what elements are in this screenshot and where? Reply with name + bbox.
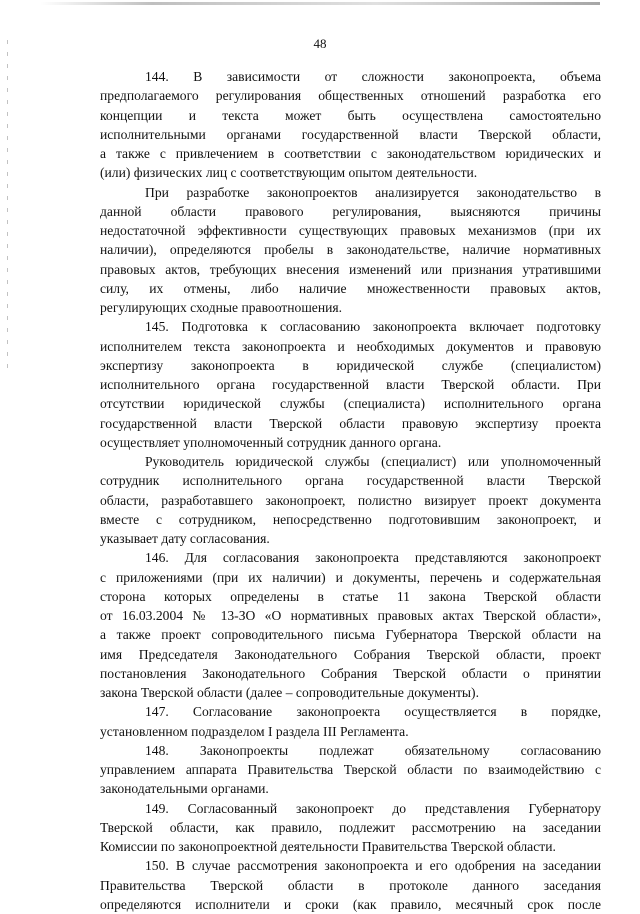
text-line: недостаточной эффективности существующих правовых механизмов (при их [100, 223, 601, 238]
text-line: области, разработавшего законопроект, полистно визирует проект документа [100, 492, 601, 508]
text-line: исполнительного органа государственной власти Тверской области. При [100, 377, 601, 392]
text-line: концепции и текста может быть осуществлена самостоятельно [100, 107, 601, 123]
text-line: При разработке законопроектов анализируется законодательство в [145, 184, 601, 200]
text-line: с приложениями (при их наличии) и документы, перечень и содержательная [100, 569, 601, 585]
text-line: 149. Согласованный законопроект до представления Губернатору [145, 800, 601, 816]
text-line: вместе с сотрудником, непосредственно подготовившим законопроект, и [100, 511, 601, 527]
text-line: предполагаемого регулирования общественных отношений разработка его [100, 88, 601, 104]
page-number: 48 [313, 36, 327, 51]
text-line: а также проект сопроводительного письма Губернатора Тверской области на [100, 627, 601, 643]
text-line: постановления Законодательного Собрания Тверской области о принятии [100, 665, 601, 681]
text-line: сотрудник исполнительного органа государственной власти Тверской [100, 473, 601, 489]
text-line: правовых актов, требующих внесения изменений или признания утратившими [100, 261, 601, 277]
text-line: а также с привлечением в соответствии с законодательством юридических и [100, 146, 601, 161]
text-line: имя Председателя Законодательного Собрания Тверской области, проект [100, 646, 601, 662]
text-line: установленном подразделом I раздела III Регламента. [100, 723, 409, 739]
text-line: 148. Законопроекты подлежат обязательному согласованию [145, 742, 601, 758]
text-line: управлением аппарата Правительства Тверской области по взаимодействию с [100, 762, 601, 777]
text-line: Тверской области, как правило, подлежит рассмотрению на заседании [100, 819, 601, 835]
scan-left-edge [7, 40, 8, 370]
text-line: законодательными органами. [100, 781, 269, 797]
text-line: осуществляет уполномоченный сотрудник данного органа. [100, 434, 442, 450]
text-line: Руководитель юридической службы (специалист) или уполномоченный [145, 454, 601, 469]
text-line: указывает дату согласования. [100, 531, 270, 546]
text-line: государственной власти Тверской области правовую экспертизу проекта [100, 415, 601, 431]
text-line: 150. В случае рассмотрения законопроекта и его одобрения на заседании [145, 858, 601, 874]
text-line: исполнителем текста законопроекта и необходимых документов и правовую [100, 338, 601, 354]
text-line: Правительства Тверской области в протоколе данного заседания [100, 877, 601, 893]
text-line: регулирующих сходные правоотношения. [100, 300, 343, 315]
text-line: наличии), определяются пробелы в законодательстве, наличие нормативных [100, 242, 601, 258]
text-line: (или) физических лиц с соответствующим опытом деятельности. [100, 165, 478, 181]
text-line: экспертизу законопроекта в юридической службе (специалистом) [100, 357, 601, 373]
text-line: определяются исполнители и сроки (как правило, месячный срок после [100, 896, 601, 912]
text-line: от 16.03.2004 № 13-ЗО «О нормативных правовых актах Тверской области», [100, 608, 601, 623]
text-line: Комиссии по законопроектной деятельности Правительства Тверской области. [100, 839, 556, 854]
text-line: отсутствии юридической службы (специалиста) исполнительного органа [100, 396, 601, 412]
text-line: 147. Согласование законопроекта осуществляется в порядке, [145, 704, 601, 720]
text-line: 145. Подготовка к согласованию законопроекта включает подготовку [145, 319, 601, 335]
scan-top-edge [40, 2, 600, 5]
text-line: сторона которых определены в статье 11 закона Тверской области [100, 588, 601, 604]
text-line: исполнительными органами государственной власти Тверской области, [100, 126, 601, 142]
document-body [100, 67, 601, 914]
text-line: силу, их отмены, либо наличие множественности правовых актов, [100, 280, 601, 296]
text-line: 146. Для согласования законопроекта представляются законопроект [145, 550, 601, 566]
text-line: 144. В зависимости от сложности законопроекта, объема [145, 69, 601, 84]
text-line: закона Тверской области (далее – сопроводительные документы). [100, 685, 479, 700]
text-line: данной области правового регулирования, выясняются причины [100, 203, 601, 219]
